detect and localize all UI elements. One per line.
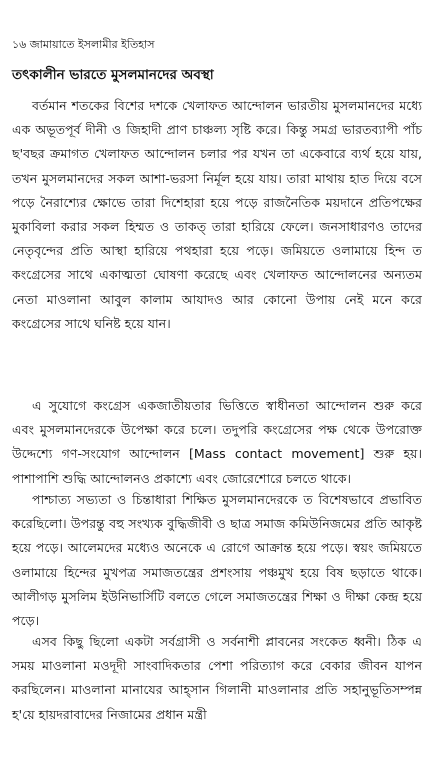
section-heading: তৎকালীন ভারতে মুসলমানদের অবস্থা [12, 67, 214, 83]
paragraph-1: বর্তমান শতকের বিশের দশকে খেলাফত আন্দোলন ভারতীয় মুসলমানদের মধ্যে এক অভূতপূর্ব দীনী ও জিহাদী প্রাণ চাঞ্চল্য সৃষ্টি করে। কিন্তু সমগ্র ভারতব্যাপী পাঁচ ছ'বছর ক্রমাগত খেলাফত আন্দোলন চলার পর যখন তা একেবারে ব্যর্থ হয়ে যায়, তখন মুসলমানদের সকল আশা-ভরসা নির্মূল হয়ে যায়। তারা মাথায় হাত দিয়ে বসে পড়ে নৈরাশ্যের ক্ষোভে তারা দিশেহারা হয়ে পড়ে রাজনৈতিক ময়দানে প্রতিপক্ষের মুকাবিলা করার সকল হিম্মত ও তাকত্‌ তারা হারিয়ে ফেলে। জনসাধারণও তাদের নেতৃবৃন্দের প্রতি আস্থা হারিয়ে পথহারা হয়ে পড়ে। জমিয়তে ওলামায়ে হিন্দ ত কংগ্রেসের সাথে একাত্মতা ঘোষণা করেছে এবং খেলাফত আন্দোলনের অন্যতম নেতা মাওলানা আবুল কালাম আযাদও আর কোনো উপায় নেই মনে করে কংগ্রেসের সাথে ঘনিষ্ট হয়ে যান। [12, 98, 422, 331]
paragraph-4: এসব কিছু ছিলো একটা সর্বগ্রাসী ও সর্বনাশী প্লাবনের সংকেত ধ্বনী। ঠিক এ সময় মাওলানা মওদূদী সাংবাদিকতার পেশা পরিত্যাগ করে বেকার জীবন যাপন করছিলেন। মাওলানা মানাযের আহ্‌সান গিলানী মাওলানার প্রতি সহানুভূতিসম্পন্ন হ'য়ে হায়দরাবাদের নিজামের প্রধান মন্ত্রী [12, 634, 422, 722]
paragraph-2: এ সুযোগে কংগ্রেস একজাতীয়তার ভিত্তিতে স্বাধীনতা আন্দোলন শুরু করে এবং মুসলমানদেরকে উপেক্ষা করে চলে। তদুপরি কংগ্রেসের পক্ষ থেকে উপরোক্ত উদ্দেশ্যে গণ-সংযোগ আন্দোলন [Mass contact movement] শুরু হয়। পাশাপাশি শুদ্ধি আন্দোলনও প্রকাশ্যে এবং জোরেশোরে চলতে থাকে। [12, 398, 422, 486]
running-header: ১৬ জামায়াতে ইসলামীর ইতিহাস [12, 38, 155, 51]
paragraph-3: পাশ্চাত্য সভ্যতা ও চিন্তাধারা শিক্ষিত মুসলমানদেরকে ত বিশেষভাবে প্রভাবিত করেছিলো। উপরন্তু বহু সংখ্যক বুদ্ধিজীবী ও ছাত্র সমাজ কমিউনিজমের প্রতি আকৃষ্ট হয়ে পড়ে। আলেমদের মধ্যেও অনেকে এ রোগে আক্রান্ত হয়ে পড়ে। স্বয়ং জমিয়তে ওলামায়ে হিন্দের মুখপত্র সমাজতন্ত্রের প্রশংসায় পঞ্চমুখ হয়ে বিষ ছড়াতে থাকে। আলীগড় মুসলিম ইউনিভার্সিটি বলতে গেলে সমাজতন্ত্রের শিক্ষা ও দীক্ষা কেন্দ্র হয়ে পড়ে। [12, 492, 422, 629]
